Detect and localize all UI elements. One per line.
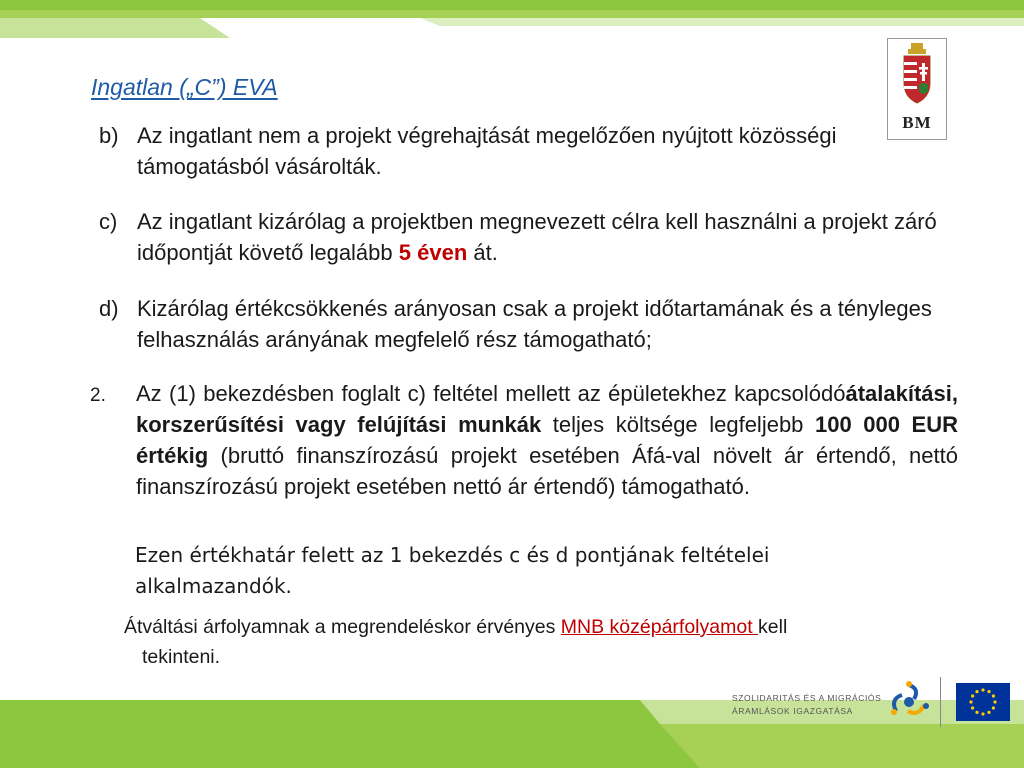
point-text-2: teljes költsége legfeljebb [541,412,815,437]
list-item-d [99,293,969,355]
threshold-note: Ezen értékhatár felett az 1 bekezdés c és d pontjának feltételei alkalmazandók. [135,543,770,598]
footer-logos [718,677,1018,727]
agency-name-line-1: SZOLIDARITÁS ÉS A MIGRÁCIÓS [732,693,882,703]
slide-title: Ingatlan („C”) EVA [91,74,278,100]
agency-name-line-2: ÁRAMLÁSOK IGAZGATÁSA [732,706,853,716]
point-2 [90,378,958,502]
conversion-text-1: Átváltási árfolyamnak a megrendeléskor érvényes [124,616,561,638]
conversion-text-2: kell [758,616,788,638]
point-text [90,378,958,502]
conversion-text-3: tekinteni. [142,646,221,668]
item-marker: d) [99,296,119,321]
point-text-1: Az (1) bekezdésben foglalt c) feltétel mellett az épületekhez kapcsolódó [136,381,846,406]
item-text: Kizárólag értékcsökkenés arányosan csak a projekt időtartamának és a tényleges felhasználás arányának megfelelő rész támogatható; [137,296,932,352]
list-item-c [99,206,969,268]
eu-flag-icon [956,683,1010,721]
logo-divider [940,677,941,727]
list-item-b [99,120,969,182]
coat-of-arms-icon [888,41,946,111]
top-green-band [0,0,1024,38]
conversion-rate-text [124,612,944,672]
item-text-start: Az ingatlant kizárólag a projektben megnevezett célra kell használni a projekt záró időpontját követő legalább [137,209,937,265]
mnb-rate-link[interactable]: MNB középárfolyamot [560,616,759,638]
point-bold-works: átalakítási, korszerűsítési vagy felújítási munkák [136,381,958,437]
highlight-duration: 5 éven [398,240,468,265]
point-text-3: (bruttó finanszírozású projekt esetében Áfá-val növelt ár értendő, nettó finanszírozású projekt esetében nettó ár értendő) támogatható. [136,443,958,499]
item-text-end: át. [467,240,498,265]
point-bold-limit: 100 000 EUR értékig [136,412,959,468]
item-marker: b) [99,123,119,148]
item-marker: c) [99,209,118,234]
item-text [99,206,969,268]
ministry-abbreviation: BM [902,113,932,132]
point-marker: 2. [90,385,106,406]
swirl-logo-icon [878,679,940,725]
item-text: Az ingatlant nem a projekt végrehajtását megelőzően nyújtott közösségi támogatásból vásárolták. [137,123,837,179]
